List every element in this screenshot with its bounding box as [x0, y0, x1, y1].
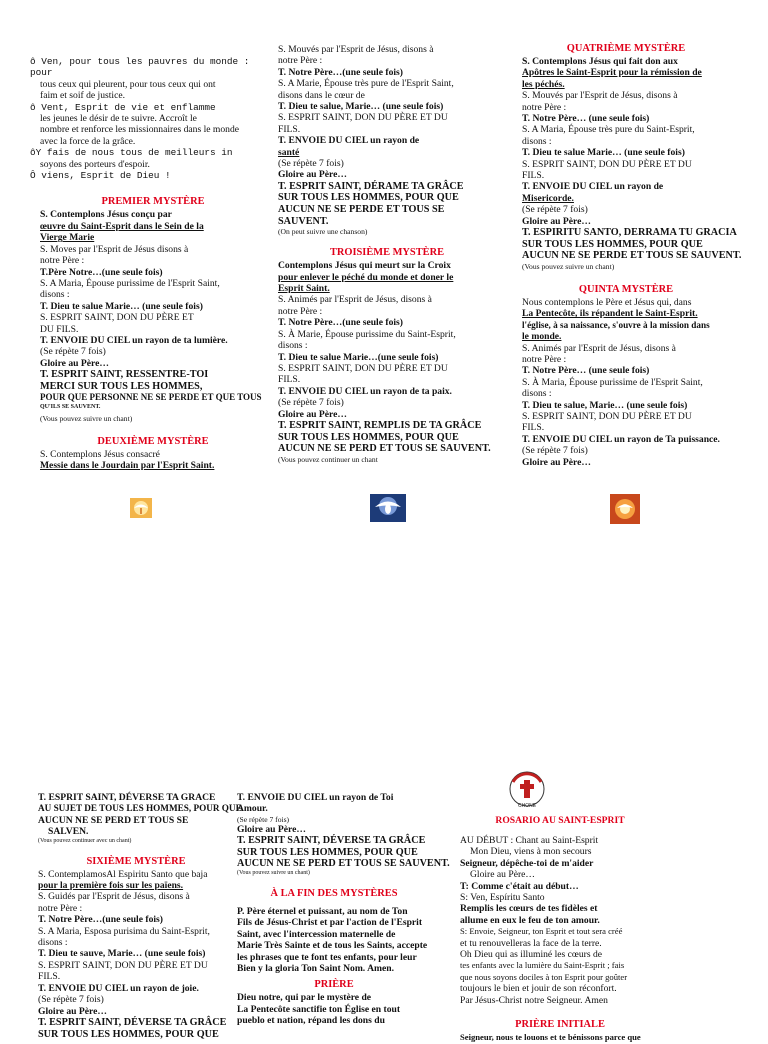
mystery-line: S. Animés par l'Esprit de Jésus, disons à: [522, 342, 676, 354]
prayer-line: P. Père éternel et puissant, au nom de Ton: [237, 906, 408, 917]
mystery-line: S. ESPRIT SAINT, DON DU PÈRE ET DU: [278, 112, 448, 124]
mystery-line: S. A Maria, Esposa purisima du Saint-Esprit,: [38, 925, 210, 937]
closing-line: T. ESPRIT SAINT, DÉVERSE TA GRÂCE: [237, 835, 426, 847]
column-4: [38, 792, 242, 1040]
prayer-line: Dieu notre, qui par le mystère de: [237, 992, 372, 1004]
mystery-line: S. Guidés par l'Esprit de Jésus, disons à: [38, 891, 190, 903]
mystery-line: (Vous pouvez suivre un chant): [40, 413, 133, 423]
mystery-line: T. Dieu te salue Marie… (une seule fois): [40, 300, 203, 312]
intro-prayer-line: Gloire au Père…: [470, 869, 536, 881]
mystery-line: les péchés.: [522, 78, 565, 90]
mystery-line: QU'ILS SE SAUVENT.: [40, 403, 101, 410]
closing-line: T. ESPRIT SAINT, DÉVERSE TA GRACE: [38, 792, 216, 803]
mystery-line: SUR TOUS LES HOMMES, POUR QUE: [38, 1028, 219, 1040]
intro-line: ô Vent, Esprit de vie et enflamme: [30, 101, 216, 113]
mystery-line: SUR TOUS LES HOMMES, POUR QUE: [278, 192, 459, 204]
mystery-line: notre Père :: [40, 255, 85, 267]
mystery-line: T. Notre Père…(une seule fois): [38, 914, 163, 926]
mystery-line: La Pentecôte, ils répandent le Saint-Esprit.: [522, 308, 698, 320]
dove-image: [130, 498, 152, 518]
mystery-line: S. A Maria, Épouse purissime de l'Esprit Saint,: [40, 277, 220, 289]
intro-prayer-line: Remplis les cœurs de tes fidèles et: [460, 903, 598, 915]
mystery-line: S. ESPRIT SAINT, DON DU PÈRE ET DU: [522, 410, 692, 422]
intro-prayer-line: allume en eux le feu de ton amour.: [460, 914, 600, 926]
section-heading: ROSARIO AU SAINT-ESPRIT: [495, 815, 625, 826]
mystery-line: T. ESPRIT SAINT, RESSENTRE-TOI: [40, 369, 209, 381]
prayer-line: Fils de Jésus-Christ et par l'action de l'Esprit: [237, 917, 423, 929]
mystery-line: Misericorde.: [522, 192, 574, 204]
mystery-line: (Se répète 7 fois): [278, 397, 344, 409]
mystery-line: T. Dieu te salue Marie… (une seule fois): [522, 147, 685, 159]
section-heading: PRIÈRE: [314, 979, 354, 991]
mystery-line: FILS.: [522, 170, 545, 182]
mystery-line: notre Père :: [278, 55, 323, 67]
mystery-line: (Se répète 7 fois): [40, 346, 106, 358]
mystery-line: S. ESPRIT SAINT, DON DU PÈRE ET DU: [522, 158, 692, 170]
mystery-line: l'église, à sa naissance, s'ouvre à la mission dans: [522, 319, 710, 330]
intro-prayer-line: Seigneur, nous te louons et te bénissons parce que: [460, 1032, 641, 1043]
mystery-line: (Se répète 7 fois): [522, 445, 588, 457]
prayer-line: Bien y la gloria Ton Saint Nom. Amen.: [237, 963, 394, 975]
mystery-line: T. Notre Père… (une seule fois): [522, 365, 650, 377]
mystery-heading: QUINTA MYSTÈRE: [578, 283, 674, 295]
mystery-line: Gloire au Père…: [278, 408, 347, 420]
closing-line: AUCUN NE SE PERD ET TOUS SE SAUVENT.: [237, 858, 450, 870]
section-heading: À LA FIN DES MYSTÈRES: [270, 888, 398, 899]
mystery-line: pour la première fois sur les païens.: [38, 880, 184, 892]
mystery-line: SUR TOUS LES HOMMES, POUR QUE: [522, 238, 703, 250]
mystery-line: Messie dans le Jourdain par l'Esprit Saint.: [40, 460, 215, 472]
mystery-line: AUCUN NE SE PERD ET TOUS SE SAUVENT.: [278, 443, 491, 455]
mystery-line: Gloire au Père…: [522, 456, 591, 468]
mystery-line: S. Contemplons Jésus consacré: [40, 448, 160, 460]
mystery-line: T. ENVOIE DU CIEL un rayon de: [522, 181, 664, 193]
intro-prayer-line: Oh Dieu qui as illuminé les cœurs de: [460, 949, 603, 961]
mystery-line: disons :: [40, 289, 70, 301]
closing-line: (Se répète 7 fois): [237, 814, 290, 824]
mystery-heading: TROISIÈME MYSTÈRE: [329, 247, 445, 259]
mystery-line: T. ENVOIE DU CIEL un rayon de ta paix.: [278, 385, 452, 397]
mystery-line: T. Dieu te salue Marie…(une seule fois): [278, 351, 439, 363]
intro-prayer-line: AU DÉBUT : Chant au Saint-Esprit: [460, 835, 599, 846]
mystery-line: notre Père :: [522, 353, 567, 365]
mystery-line: T.Père Notre…(une seule fois): [40, 266, 163, 278]
intro-prayer-line: que nous soyons dociles à ton Esprit pour goûter: [460, 971, 628, 982]
mystery-line: santé: [278, 146, 300, 158]
mystery-line: AUCUN NE SE PERDE ET TOUS SE SAUVENT.: [278, 204, 445, 227]
prayer-line: La Pentecôte sanctifie ton Église en tout: [237, 1003, 401, 1015]
mystery-line: S. À Marie, Épouse purissime du Saint-Esprit,: [278, 328, 456, 340]
intro-line: avec la force de la grâce.: [40, 135, 136, 147]
column-2: [278, 44, 496, 464]
mystery-heading: QUATRIÈME MYSTÈRE: [566, 43, 686, 54]
mystery-line: Esprit Saint.: [278, 283, 330, 295]
prayer-line: Saint, avec l'intercession maternelle de: [237, 928, 396, 940]
mystery-line: (Se répète 7 fois): [522, 204, 588, 216]
mystery-heading: DEUXIÈME MYSTÈRE: [97, 435, 209, 447]
mystery-line: S. Contemplons Jésus conçu par: [40, 209, 172, 221]
mystery-line: S. A Marie, Épouse très pure de l'Esprit Saint,: [278, 78, 454, 90]
closing-line: SUR TOUS LES HOMMES, POUR QUE: [237, 846, 418, 858]
intro-prayer-line: tes enfants avec la lumière du Saint-Esprit ; fais: [460, 960, 625, 971]
mystery-line: disons :: [38, 937, 68, 949]
closing-line: (Vous pouvez continuer avec un chant): [38, 837, 132, 844]
mystery-line: S. Mouvés par l'Esprit de Jésus, disons à: [278, 44, 434, 55]
mystery-line: SUR TOUS LES HOMMES, POUR QUE: [278, 431, 459, 443]
mystery-line: FILS.: [278, 374, 301, 386]
mystery-line: T. Dieu te salue, Marie… (une seule fois): [278, 101, 444, 113]
mystery-line: MERCI SUR TOUS LES HOMMES,: [40, 380, 203, 392]
mystery-line: (Vous pouvez suivre un chant): [522, 261, 615, 271]
mystery-line: T. ENVOIE DU CIEL un rayon de Ta puissance.: [522, 433, 720, 445]
mystery-line: disons dans le cœur de: [278, 89, 365, 101]
mystery-line: T. Dieu te salue, Marie… (une seule fois): [522, 399, 688, 411]
closing-line: Amour.: [237, 803, 268, 815]
mystery-line: S. À Maria, Épouse purissime de l'Esprit Saint,: [522, 376, 703, 388]
mystery-line: Nous contemplons le Père et Jésus qui, dans: [522, 296, 692, 308]
mystery-line: POUR QUE PERSONNE NE SE PERDE ET QUE TOUS: [40, 392, 262, 403]
intro-prayer-line: et tu renouvelleras la face de la terre.: [460, 937, 602, 949]
intro-line: nombre et renforce les missionnaires dans le monde: [40, 124, 240, 136]
closing-line: T. ENVOIE DU CIEL un rayon de Toi: [237, 792, 394, 803]
mystery-line: S. ContemplamosAl Espiritu Santo que baja: [38, 868, 208, 880]
intro-line: soyons des porteurs d'espoir.: [40, 158, 150, 170]
mystery-line: Contemplons Jésus qui meurt sur la Croix: [278, 260, 451, 272]
column-3: [522, 42, 742, 468]
mystery-line: Gloire au Père…: [40, 357, 109, 369]
intro-prayer-line: T: Comme c'était au début…: [460, 880, 579, 892]
prayer-line: les phrases que te font tes enfants, pour leur: [237, 951, 417, 963]
mystery-line: Gloire au Père…: [38, 1005, 107, 1017]
column-5: [237, 792, 450, 1027]
mystery-line: T. ESPIRITU SANTO, DERRAMA TU GRACIA: [522, 227, 737, 239]
parish-logo: [505, 770, 549, 810]
mystery-line: FILS.: [522, 422, 545, 434]
intro-line: les jeunes le désir de te suivre. Accroît le: [40, 113, 197, 125]
mystery-line: disons :: [522, 388, 552, 400]
closing-line: AUCUN NE SE PERD ET TOUS SE: [38, 814, 189, 826]
column-1: [30, 56, 276, 472]
mystery-line: œuvre du Saint-Esprit dans le Sein de la: [40, 220, 204, 232]
mystery-line: FILS.: [278, 123, 301, 135]
mystery-line: S. ESPRIT SAINT, DON DU PÈRE ET: [40, 312, 194, 324]
mystery-line: Vierge Marie: [40, 232, 95, 244]
mystery-line: notre Père :: [522, 101, 567, 113]
mystery-line: S. Mouvés par l'Esprit de Jésus, disons à: [522, 90, 678, 102]
mystery-line: T. ESPRIT SAINT, DÉRAME TA GRÂCE: [278, 180, 464, 192]
section-heading: PRIÈRE INITIALE: [515, 1019, 605, 1031]
mystery-line: pour enlever le péché du monde et doner le: [278, 271, 454, 283]
closing-line: SALVEN.: [48, 826, 89, 838]
mystery-line: S. ESPRIT SAINT, DON DU PÈRE ET DU: [38, 959, 208, 971]
prayer-line: pueblo et nation, répand les dons du: [237, 1015, 385, 1027]
mystery-line: S. ESPRIT SAINT, DON DU PÈRE ET DU: [278, 362, 448, 374]
intro-line: ô Ven, pour tous les pauvres du monde : pour: [30, 56, 250, 79]
mystery-line: disons :: [522, 135, 552, 147]
mystery-line: Gloire au Père…: [278, 169, 347, 181]
mystery-line: T. ENVOIE DU CIEL un rayon de joie.: [38, 982, 199, 994]
mystery-line: (Se répète 7 fois): [278, 158, 344, 170]
mystery-line: (Se répète 7 fois): [38, 994, 104, 1006]
mystery-heading: PREMIER MYSTÈRE: [101, 196, 205, 208]
column-6: [460, 814, 660, 1044]
mystery-line: T. Notre Père…(une seule fois): [278, 66, 403, 78]
mystery-line: (On peut suivre une chanson): [278, 227, 368, 237]
closing-line: (Vous pouvez suivre un chant): [237, 870, 310, 876]
mystery-line: T. ENVOIE DU CIEL un rayon de ta lumière.: [40, 334, 228, 346]
intro-line: tous ceux qui pleurent, pour tous ceux qui ont: [40, 78, 216, 90]
intro-prayer-line: Par Jésus-Christ notre Seigneur. Amen: [460, 994, 608, 1006]
mystery-line: (Vous pouvez continuer un chant: [278, 454, 378, 464]
intro-prayer-line: Mon Dieu, viens à mon secours: [470, 846, 592, 858]
intro-prayer-line: S: Ven, Espíritu Santo: [460, 892, 545, 904]
mystery-line: T. Notre Père… (une seule fois): [522, 113, 650, 125]
intro-line: Ô viens, Esprit de Dieu !: [30, 170, 171, 182]
mystery-line: T. ESPRIT SAINT, DÉVERSE TA GRÂCE: [38, 1016, 227, 1028]
mystery-line: S. A Maria, Épouse très pure du Saint-Esprit,: [522, 124, 695, 136]
dove-image: [370, 494, 406, 522]
mystery-line: T. ESPRIT SAINT, REMPLIS DE TA GRÂCE: [278, 419, 482, 431]
mystery-line: T. Dieu te sauve, Marie… (une seule fois): [38, 948, 206, 960]
mystery-line: T. Notre Père…(une seule fois): [278, 317, 403, 329]
mystery-line: S. Contemplons Jésus qui fait don aux: [522, 56, 678, 67]
closing-line: Gloire au Père…: [237, 823, 306, 835]
mystery-line: T. ENVOIE DU CIEL un rayon de: [278, 135, 420, 147]
mystery-line: DU FILS.: [40, 323, 79, 335]
closing-line: AU SUJET DE TOUS LES HOMMES, POUR QUE: [38, 803, 242, 814]
mystery-line: le monde.: [522, 331, 562, 343]
intro-line: ôY fais de nous tous de meilleurs in: [30, 147, 233, 159]
mystery-line: FILS.: [38, 971, 61, 983]
intro-prayer-line: S: Envoie, Seigneur, ton Esprit et tout sera créé: [460, 926, 623, 937]
mystery-line: notre Père :: [38, 902, 83, 914]
mystery-line: Apôtres le Saint-Esprit pour la rémission de: [522, 67, 702, 79]
mystery-line: disons :: [278, 340, 308, 352]
intro-prayer-line: toujours le bien et jouir de son réconfort.: [460, 983, 617, 995]
intro-line: faim et soif de justice.: [40, 90, 125, 102]
mystery-line: AUCUN NE SE PERDE ET TOUS SE SAUVENT.: [522, 250, 742, 262]
mystery-line: notre Père :: [278, 305, 323, 317]
mystery-line: Gloire au Père…: [522, 215, 591, 227]
pentecost-image: [610, 494, 640, 524]
prayer-line: Marie Très Sainte et de tous les Saints, accepte: [237, 940, 428, 952]
intro-prayer-line: Seigneur, dépêche-toi de m'aider: [460, 857, 594, 869]
mystery-line: S. Moves par l'Esprit de Jésus disons à: [40, 243, 189, 255]
mystery-line: S. Animés par l'Esprit de Jésus, disons à: [278, 294, 432, 306]
logo-text: CHONE: [517, 803, 537, 809]
mystery-heading: SIXIÈME MYSTÈRE: [86, 855, 186, 867]
